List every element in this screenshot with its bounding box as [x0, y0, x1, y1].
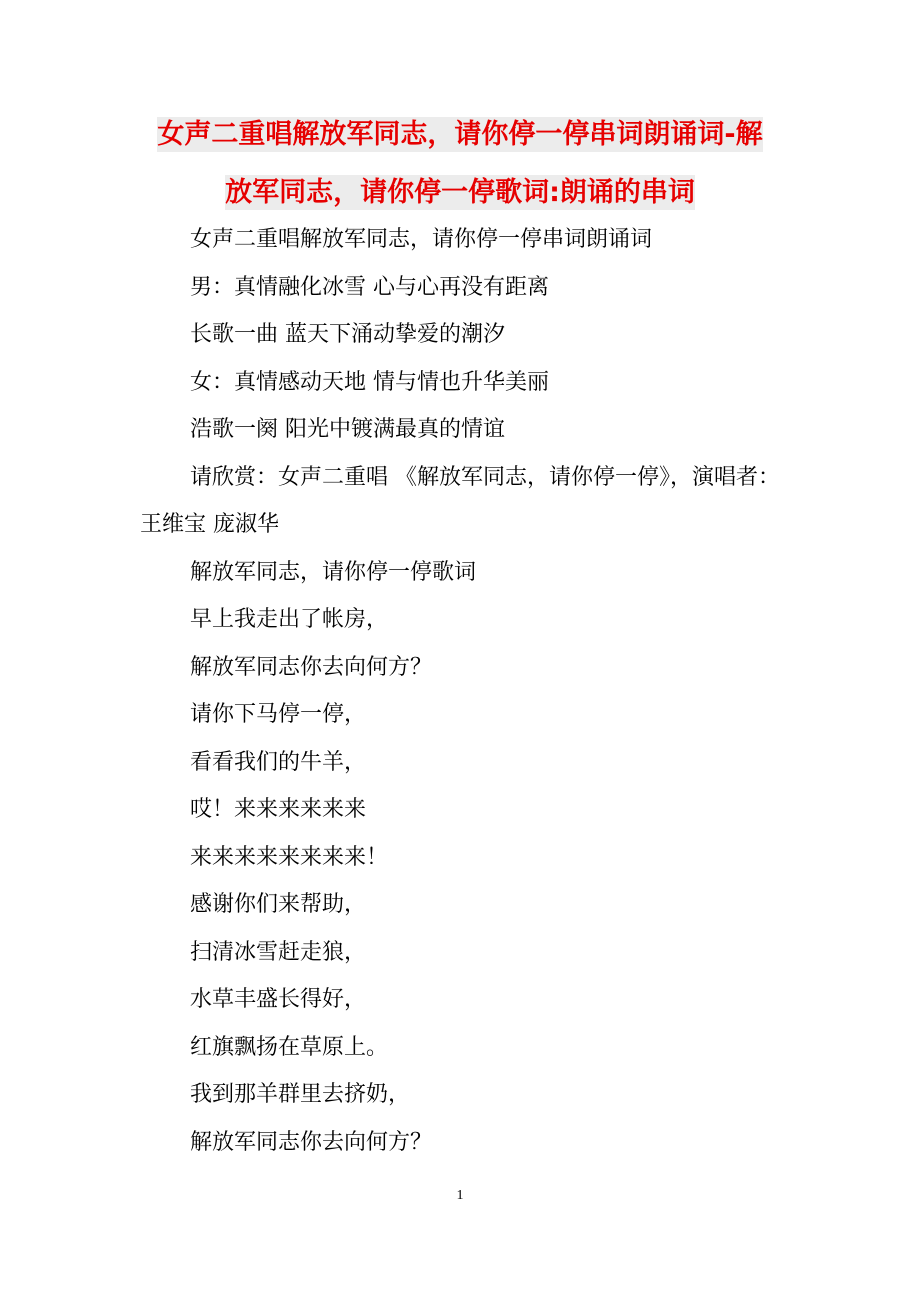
paragraph: 扫清冰雪赶走狼， — [190, 939, 367, 965]
paragraph: 早上我走出了帐房， — [190, 607, 389, 632]
paragraph: 水草丰盛长得好， — [190, 987, 367, 1012]
paragraph: 女：真情感动天地 情与情也升华美丽 — [190, 369, 549, 395]
paragraph: 哎！来来来来来来 — [190, 797, 367, 822]
document-title — [140, 106, 780, 222]
paragraph: 我到那羊群里去挤奶， — [190, 1082, 411, 1107]
document-body — [140, 216, 780, 1166]
paragraph: 红旗飘扬在草原上。 — [190, 1034, 389, 1060]
paragraph: 男：真情融化冰雪 心与心再没有距离 — [190, 274, 549, 300]
paragraph: 请欣赏：女声二重唱 《解放军同志，请你停一停》，演唱者：王维宝 庞淑华 — [140, 464, 780, 537]
paragraph: 感谢你们来帮助， — [190, 892, 367, 917]
paragraph: 请你下马停一停， — [190, 702, 367, 727]
paragraph: 解放军同志你去向何方？ — [190, 1129, 433, 1155]
paragraph: 看看我们的牛羊， — [190, 749, 367, 775]
paragraph: 解放军同志，请你停一停歌词 — [190, 559, 477, 585]
title-line-1: 女声二重唱解放军同志，请你停一停串词朗诵词-解 — [157, 119, 763, 150]
title-line-2: 放军同志，请你停一停歌词:朗诵的串词 — [225, 177, 695, 208]
paragraph: 浩歌一阕 阳光中镀满最真的情谊 — [190, 417, 505, 442]
paragraph: 来来来来来来来来！ — [190, 844, 389, 870]
paragraph: 解放军同志你去向何方？ — [190, 654, 433, 680]
paragraph: 长歌一曲 蓝天下涌动挚爱的潮汐 — [190, 322, 505, 347]
page-number: 1 — [456, 1188, 464, 1203]
paragraph: 女声二重唱解放军同志，请你停一停串词朗诵词 — [190, 227, 653, 252]
